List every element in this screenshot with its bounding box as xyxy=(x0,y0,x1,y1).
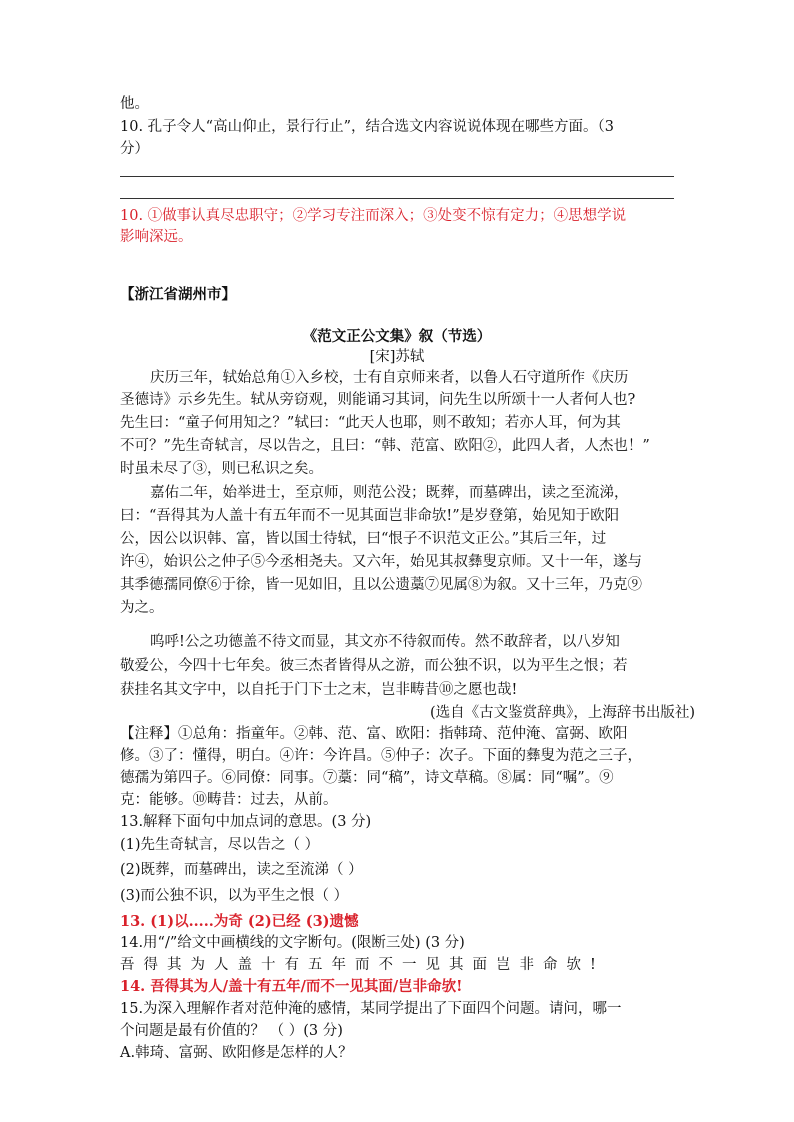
passage-title: 《范文正公文集》叙（节选） xyxy=(302,328,492,345)
previous-text-tail: 他。 xyxy=(120,96,149,112)
region-heading: 【浙江省湖州市】 xyxy=(120,287,236,303)
notes-line: 修。③了：懂得，明白。④许：今许昌。⑤仲子：次子。下面的彝叟为范之三子， xyxy=(120,748,642,764)
answer-13: 13. (1)以.....为奇 (2)已经 (3)遗憾 xyxy=(120,913,359,930)
question-10-line1: 10. 孔子令人“高山仰止，景行行止”，结合选文内容说说体现在哪些方面。（3 xyxy=(120,119,614,135)
answer-rule-1 xyxy=(120,176,674,177)
passage-line: 先生曰：“童子何用知之？”轼曰：“此天人也耶，则不敢知；若亦人耳，何为其 xyxy=(120,415,621,431)
question-13-item-2: (2)既葬，而墓碑出，读之至流涕（ ） xyxy=(120,862,363,878)
notes-line: 克：能够。⑩畴昔：过去，从前。 xyxy=(120,792,338,808)
notes-line: 【注释】①总角：指童年。②韩、范、富、欧阳：指韩琦、范仲淹、富弼、欧阳 xyxy=(120,726,628,742)
source-citation: (选自《古文鉴赏辞典》，上海辞书出版社) xyxy=(430,705,696,721)
answer-10-line1: 10. ①做事认真尽忠职守；②学习专注而深入；③处变不惊有定力；④思想学说 xyxy=(120,208,627,224)
passage-line: 获挂名其文字中，以自托于门下士之末，岂非畴昔⑩之愿也哉! xyxy=(120,682,518,698)
passage-line: 不可？”先生奇轼言，尽以告之，且曰：“韩、范富、欧阳②，此四人者，人杰也！” xyxy=(120,438,650,454)
passage-line: 呜呼!公之功德盖不待文而显，其文亦不待叙而传。然不敢辞者，以八岁知 xyxy=(150,634,620,650)
passage-line: 曰：“吾得其为人盖十有五年而不一见其面岂非命欤!”是岁登第，始见知于欧阳 xyxy=(120,508,620,524)
passage-line: 时虽未尽了③，则已私识之矣。 xyxy=(120,461,323,477)
question-14: 14.用“/”给文中画横线的文字断句。(限断三处) (3 分) xyxy=(120,935,465,951)
answer-rule-2 xyxy=(120,198,674,199)
question-13: 13.解释下面句中加点词的意思。(3 分) xyxy=(120,814,372,830)
passage-line: 圣德诗》示乡先生。轼从旁窃观，则能诵习其词，问先生以所颂十一人者何人也? xyxy=(120,392,636,408)
answer-10-line2: 影响深远。 xyxy=(120,229,193,245)
passage-line: 敬爱公，今四十七年矣。彼三杰者皆得从之游，而公独不识，以为平生之恨；若 xyxy=(120,658,628,674)
passage-line: 许④，始识公之仲子⑤今丞相尧夫。又六年，始见其叔彝叟京师。又十一年，遂与 xyxy=(120,554,642,570)
question-15-line2: 个问题是最有价值的？ （ ）(3 分) xyxy=(120,1023,343,1039)
passage-line: 庆历三年，轼始总角①入乡校，士有自京师来者，以鲁人石守道所作《庆历 xyxy=(150,370,629,386)
question-15-line1: 15.为深入理解作者对范仲淹的感情，某同学提出了下面四个问题。请问，哪一 xyxy=(120,1001,622,1017)
answer-14: 14. 吾得其为人/盖十有五年/而不一见其面/岂非命欤! xyxy=(120,978,463,995)
notes-line: 德孺为第四子。⑥同僚：同事。⑦藁：同“稿”，诗文草稿。⑧属：同“嘱”。⑨ xyxy=(120,770,614,786)
passage-author: [宋]苏轼 xyxy=(369,349,425,365)
passage-line: 公，因公以识韩、富，皆以国士待轼，曰“恨子不识范文正公。”其后三年，过 xyxy=(120,531,607,547)
question-14-text: 吾得其为人盖十有五年而不一见其面岂非命欤! xyxy=(120,957,605,973)
question-15-option-a: A.韩琦、富弼、欧阳修是怎样的人？ xyxy=(120,1045,353,1061)
passage-line: 其季德孺同僚⑥于徐，皆一见如旧，且以公遗藁⑦见属⑧为叙。又十三年，乃克⑨ xyxy=(120,577,642,593)
question-13-item-3: (3)而公独不识，以为平生之恨（ ） xyxy=(120,888,349,904)
question-13-item-1: (1)先生奇轼言，尽以告之（ ） xyxy=(120,837,320,853)
passage-line: 嘉佑二年，始举进士，至京师，则范公没；既葬，而墓碑出，读之至流涕， xyxy=(150,485,629,501)
passage-line: 为之。 xyxy=(120,600,164,616)
question-10-line2: 分） xyxy=(120,141,149,157)
